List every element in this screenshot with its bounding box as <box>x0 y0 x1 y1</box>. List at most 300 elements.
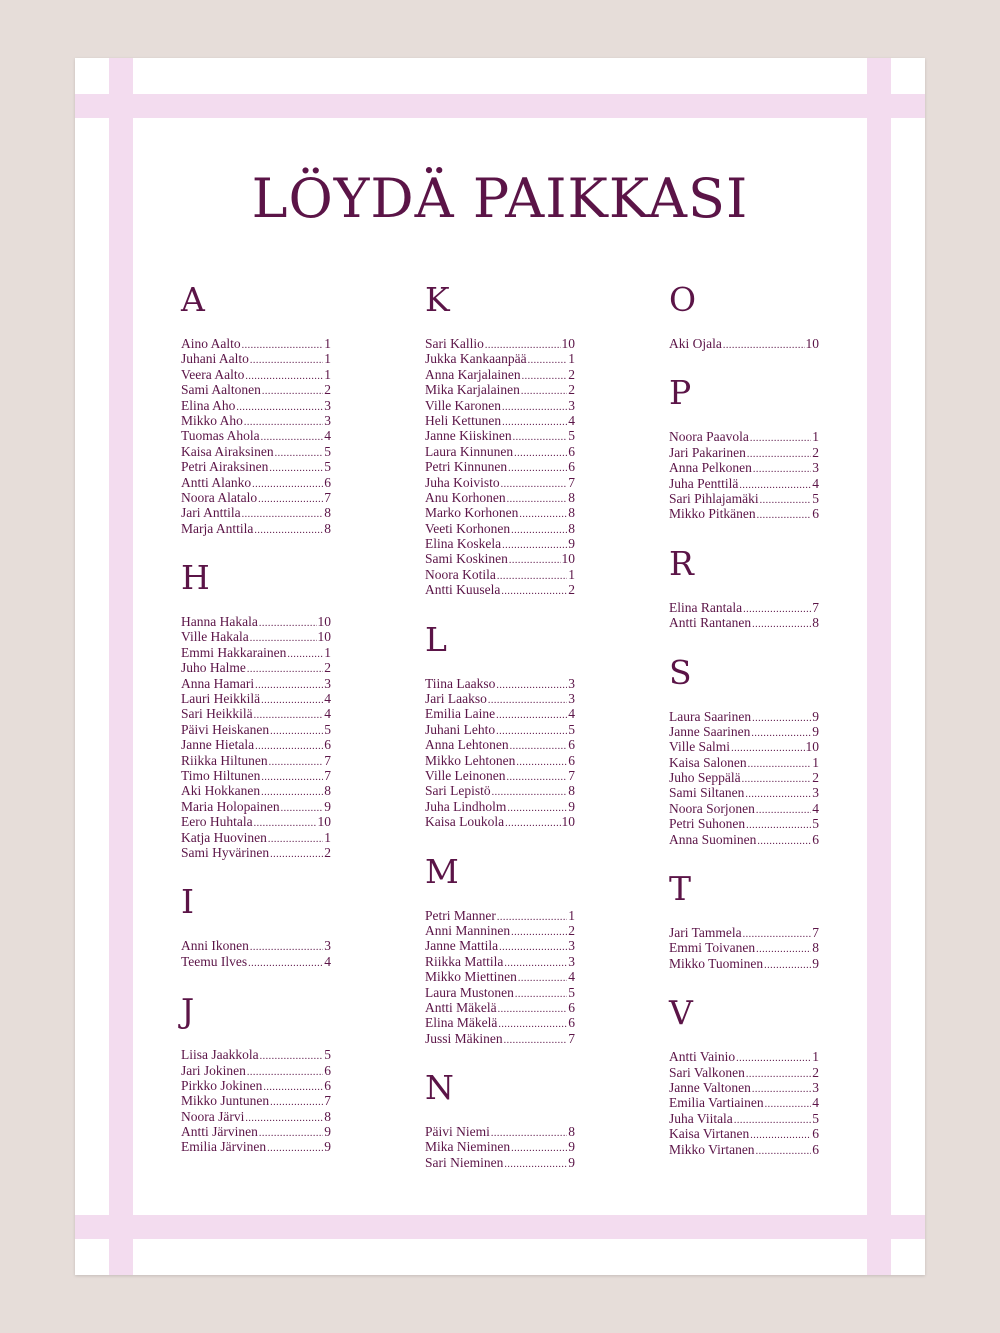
table-number: 6 <box>568 459 575 475</box>
guest-name: Aino Aalto <box>181 336 241 351</box>
table-number: 4 <box>568 412 575 428</box>
guest-name: Jari Jokinen <box>181 1062 246 1078</box>
decorative-band-left <box>109 58 133 1275</box>
guest-name: Juha Koivisto <box>425 474 500 490</box>
dot-leader <box>252 477 323 492</box>
table-number: 8 <box>324 505 331 521</box>
section-letter: R <box>669 543 694 583</box>
guest-name: Anna Suominen <box>669 831 757 847</box>
table-number: 6 <box>812 1141 819 1157</box>
guest-name: Sari Heikkilä <box>181 706 253 722</box>
table-number: 1 <box>324 351 331 367</box>
guest-name: Emmi Toivanen <box>669 940 756 956</box>
table-number: 6 <box>324 474 331 490</box>
guest-entry <box>181 1078 331 1093</box>
dot-leader <box>507 801 567 816</box>
guest-entry <box>669 506 819 521</box>
guest-entry <box>425 938 575 953</box>
guest-name: Elina Mäkelä <box>425 1015 498 1031</box>
guest-entry <box>669 336 819 351</box>
dot-leader <box>250 353 323 368</box>
guest-entry <box>425 505 575 520</box>
guest-name: Hanna Hakala <box>181 614 258 630</box>
guest-name: Petri Manner <box>425 907 496 923</box>
guest-entry <box>669 785 819 800</box>
dot-leader <box>269 461 323 476</box>
guest-entry <box>425 954 575 969</box>
dot-leader <box>259 616 317 631</box>
dot-leader <box>515 987 567 1002</box>
guest-entry <box>181 398 331 413</box>
dot-leader <box>753 462 811 477</box>
dot-leader <box>258 492 323 507</box>
guest-entry <box>425 923 575 938</box>
guest-name: Juho Seppälä <box>669 770 741 786</box>
dot-leader <box>510 739 568 754</box>
guest-name: Anni Manninen <box>425 922 511 938</box>
dot-leader <box>236 400 323 415</box>
guest-entry <box>425 367 575 382</box>
guest-name: Jukka Kankaanpää <box>425 351 527 367</box>
guest-name: Sami Koskinen <box>425 551 508 567</box>
guest-entry <box>181 722 331 737</box>
dot-leader <box>262 384 323 399</box>
dot-leader <box>502 538 567 553</box>
table-number: 2 <box>812 770 819 786</box>
dot-leader <box>528 353 568 368</box>
guest-name: Janne Mattila <box>425 938 499 954</box>
guest-entry <box>425 382 575 397</box>
table-number: 8 <box>812 940 819 956</box>
dot-leader <box>269 755 324 770</box>
dot-leader <box>518 971 567 986</box>
dot-leader <box>757 834 811 849</box>
dot-leader <box>259 1126 323 1141</box>
table-number: 7 <box>568 474 575 490</box>
guest-name: Lauri Heikkilä <box>181 691 261 707</box>
table-number: 2 <box>324 660 331 676</box>
dot-leader <box>765 1097 812 1112</box>
guest-name: Marko Korhonen <box>425 505 519 521</box>
guest-entry <box>425 582 575 597</box>
section-letter: O <box>669 280 697 319</box>
dot-leader <box>764 958 811 973</box>
guest-entry <box>425 551 575 566</box>
guest-entry <box>181 845 331 860</box>
table-number: 7 <box>812 925 819 941</box>
table-number: 2 <box>568 366 575 382</box>
guest-name: Antti Rantanen <box>669 615 752 631</box>
guest-name: Jari Tammela <box>669 925 742 941</box>
dot-leader <box>261 693 323 708</box>
guest-entry <box>181 614 331 629</box>
guest-name: Ville Karonen <box>425 397 502 413</box>
guest-entry <box>425 398 575 413</box>
table-number: 1 <box>568 907 575 923</box>
dot-leader <box>254 523 323 538</box>
table-number: 2 <box>324 382 331 398</box>
dot-leader <box>742 772 812 787</box>
guest-name: Anu Korhonen <box>425 489 506 505</box>
letter-group <box>181 282 331 536</box>
guest-name: Jari Anttila <box>181 505 241 521</box>
guest-name: Veeti Korhonen <box>425 520 511 536</box>
page-title: LÖYDÄ PAIKKASI <box>251 167 749 230</box>
dot-leader <box>743 602 811 617</box>
letter-group <box>669 543 819 631</box>
guest-entry <box>181 753 331 768</box>
guest-entry <box>425 490 575 505</box>
decorative-band-top <box>75 94 925 118</box>
table-number: 9 <box>812 955 819 971</box>
table-number: 2 <box>568 582 575 598</box>
guest-entry <box>669 801 819 816</box>
guest-entry <box>425 969 575 984</box>
guest-entry <box>669 1095 819 1110</box>
guest-entry <box>181 1093 331 1108</box>
guest-entry <box>669 460 819 475</box>
table-number: 3 <box>324 675 331 691</box>
table-number: 5 <box>568 721 575 737</box>
guest-entry <box>425 336 575 351</box>
dot-leader <box>521 384 567 399</box>
letter-group <box>669 995 819 1157</box>
guest-entry <box>669 615 819 630</box>
table-number: 3 <box>324 412 331 428</box>
guest-name: Mikko Lehtonen <box>425 752 516 768</box>
guest-entry <box>669 429 819 444</box>
table-number: 9 <box>324 1124 331 1140</box>
table-number: 3 <box>568 397 575 413</box>
dot-leader <box>757 508 812 523</box>
table-number: 8 <box>568 505 575 521</box>
dot-leader <box>496 678 567 693</box>
dot-leader <box>499 940 567 955</box>
guest-entry <box>181 645 331 660</box>
dot-leader <box>498 1002 568 1017</box>
guest-entry <box>181 737 331 752</box>
dot-leader <box>751 726 811 741</box>
dot-leader <box>513 430 568 445</box>
guest-entry <box>181 351 331 366</box>
table-number: 3 <box>812 785 819 801</box>
table-number: 7 <box>812 599 819 615</box>
guest-name: Elina Aho <box>181 397 236 413</box>
table-number: 4 <box>324 706 331 722</box>
decorative-band-right <box>867 58 891 1275</box>
guest-name: Mikko Pitkänen <box>669 506 756 522</box>
table-number: 5 <box>324 459 331 475</box>
dot-leader <box>287 647 323 662</box>
guest-name: Antti Mäkelä <box>425 999 497 1015</box>
table-number: 8 <box>568 489 575 505</box>
table-number: 7 <box>568 767 575 783</box>
dot-leader <box>496 708 567 723</box>
guest-entry <box>181 1109 331 1124</box>
table-number: 4 <box>568 969 575 985</box>
dot-leader <box>248 956 323 971</box>
guest-entry <box>181 459 331 474</box>
guest-entry <box>425 753 575 768</box>
section-letter: M <box>425 851 459 891</box>
table-number: 10 <box>561 814 575 830</box>
table-number: 4 <box>812 475 819 491</box>
table-number: 5 <box>324 721 331 737</box>
guest-entry <box>669 1111 819 1126</box>
guest-entry <box>669 739 819 754</box>
letter-group <box>669 375 819 521</box>
table-number: 5 <box>324 443 331 459</box>
guest-name: Juho Halme <box>181 660 246 676</box>
guest-name: Sari Nieminen <box>425 1154 504 1170</box>
table-number: 5 <box>568 428 575 444</box>
dot-leader <box>750 1128 811 1143</box>
table-number: 9 <box>568 536 575 552</box>
guest-entry <box>425 783 575 798</box>
guest-entry <box>425 536 575 551</box>
guest-name: Petri Suhonen <box>669 816 746 832</box>
dot-leader <box>504 1033 568 1048</box>
dot-leader <box>756 942 811 957</box>
guest-name: Tiina Laakso <box>425 675 496 691</box>
guest-entry <box>425 428 575 443</box>
guest-name: Sami Siltanen <box>669 785 745 801</box>
guest-name: Emmi Hakkarainen <box>181 644 287 660</box>
guest-name: Jussi Mäkinen <box>425 1030 503 1046</box>
table-number: 1 <box>812 1049 819 1065</box>
guest-entry <box>181 444 331 459</box>
guest-name: Antti Alanko <box>181 474 252 490</box>
guest-entry <box>669 600 819 615</box>
dot-leader <box>745 787 811 802</box>
table-number: 9 <box>568 798 575 814</box>
dot-leader <box>270 1095 323 1110</box>
guest-name: Anna Hamari <box>181 675 255 691</box>
guest-entry <box>669 491 819 506</box>
guest-entry <box>181 413 331 428</box>
dot-leader <box>748 757 812 772</box>
guest-name: Janne Valtonen <box>669 1079 751 1095</box>
table-number: 1 <box>324 644 331 660</box>
dot-leader <box>511 523 567 538</box>
dot-leader <box>756 803 811 818</box>
table-number: 2 <box>568 382 575 398</box>
letter-group <box>425 619 575 830</box>
guest-name: Petri Kinnunen <box>425 459 508 475</box>
guest-name: Mikko Tuominen <box>669 955 764 971</box>
table-number: 1 <box>812 754 819 770</box>
guest-name: Juhani Aalto <box>181 351 249 367</box>
dot-leader <box>509 553 561 568</box>
section-letter: P <box>669 373 692 413</box>
guest-entry <box>181 660 331 675</box>
guest-entry <box>669 755 819 770</box>
dot-leader <box>504 1157 567 1172</box>
section-letter: L <box>425 619 447 659</box>
guest-entry <box>669 1065 819 1080</box>
dot-leader <box>260 1049 324 1064</box>
guest-name: Mika Nieminen <box>425 1139 511 1155</box>
dot-leader <box>501 584 567 599</box>
table-number: 6 <box>812 831 819 847</box>
guest-name: Mika Karjalainen <box>425 382 520 398</box>
table-number: 3 <box>812 1079 819 1095</box>
section-letter: K <box>425 280 450 319</box>
section-letter: A <box>181 280 205 319</box>
table-number: 4 <box>324 953 331 969</box>
guest-entry <box>181 954 331 969</box>
guest-name: Ville Leinonen <box>425 767 506 783</box>
guest-entry <box>425 1000 575 1015</box>
letter-group <box>425 1070 575 1170</box>
section-letter: H <box>181 558 210 598</box>
guest-name: Kaisa Virtanen <box>669 1126 750 1142</box>
table-number: 7 <box>568 1030 575 1046</box>
table-number: 9 <box>324 798 331 814</box>
dot-leader <box>747 447 811 462</box>
guest-name: Jari Laakso <box>425 691 487 707</box>
guest-name: Sari Pihlajamäki <box>669 490 759 506</box>
guest-entry <box>181 938 331 953</box>
table-number: 2 <box>324 844 331 860</box>
decorative-band-bottom <box>75 1215 925 1239</box>
table-number: 9 <box>324 1139 331 1155</box>
section-letter: V <box>669 993 693 1033</box>
dot-leader <box>255 678 323 693</box>
dot-leader <box>723 338 805 353</box>
dot-leader <box>507 770 568 785</box>
guest-name: Riikka Hiltunen <box>181 752 268 768</box>
guest-name: Noora Järvi <box>181 1108 245 1124</box>
section-letter: N <box>425 1068 454 1108</box>
guest-name: Ville Hakala <box>181 629 249 645</box>
guest-name: Katja Huovinen <box>181 829 267 845</box>
table-number: 10 <box>805 336 819 351</box>
table-number: 3 <box>568 691 575 707</box>
guest-name: Laura Saarinen <box>669 708 752 724</box>
table-number: 4 <box>568 706 575 722</box>
table-number: 8 <box>568 783 575 799</box>
guest-entry <box>181 691 331 706</box>
guest-entry <box>181 490 331 505</box>
table-number: 8 <box>568 520 575 536</box>
guest-name: Noora Sorjonen <box>669 800 755 816</box>
guest-name: Sami Hyvärinen <box>181 844 270 860</box>
dot-leader <box>270 724 323 739</box>
table-number: 10 <box>317 614 331 630</box>
guest-name: Tuomas Ahola <box>181 428 260 444</box>
table-number: 6 <box>812 1126 819 1142</box>
guest-entry <box>669 770 819 785</box>
guest-name: Sari Lepistö <box>425 783 491 799</box>
dot-leader <box>242 338 324 353</box>
table-number: 1 <box>568 566 575 582</box>
table-number: 1 <box>324 366 331 382</box>
guest-name: Veera Aalto <box>181 366 245 382</box>
table-number: 6 <box>812 506 819 522</box>
guest-name: Kaisa Salonen <box>669 754 747 770</box>
dot-leader <box>760 493 812 508</box>
guest-entry <box>181 1124 331 1139</box>
guest-name: Sari Valkonen <box>669 1064 745 1080</box>
guest-entry <box>181 629 331 644</box>
guest-entry <box>425 1015 575 1030</box>
guest-entry <box>181 814 331 829</box>
table-number: 6 <box>568 752 575 768</box>
table-number: 6 <box>568 443 575 459</box>
table-number: 8 <box>324 1108 331 1124</box>
table-number: 5 <box>812 816 819 832</box>
guest-entry <box>181 505 331 520</box>
table-number: 4 <box>324 691 331 707</box>
guest-entry <box>425 985 575 1000</box>
guest-entry <box>425 1124 575 1139</box>
table-number: 5 <box>812 490 819 506</box>
guest-entry <box>181 706 331 721</box>
guest-entry <box>425 799 575 814</box>
guest-name: Janne Kiiskinen <box>425 428 512 444</box>
dot-leader <box>488 693 567 708</box>
table-number: 10 <box>317 629 331 645</box>
table-number: 6 <box>568 1015 575 1031</box>
guest-name: Mikko Miettinen <box>425 969 517 985</box>
dot-leader <box>497 569 567 584</box>
guest-name: Janne Hietala <box>181 737 255 753</box>
letter-group <box>669 652 819 848</box>
guest-entry <box>669 476 819 491</box>
guest-name: Anni Ikonen <box>181 938 249 954</box>
guest-entry <box>425 351 575 366</box>
dot-leader <box>516 755 567 770</box>
table-number: 6 <box>324 737 331 753</box>
guest-entry <box>181 382 331 397</box>
table-number: 8 <box>324 783 331 799</box>
guest-entry <box>425 1139 575 1154</box>
guest-name: Anna Lehtonen <box>425 737 509 753</box>
guest-entry <box>181 1047 331 1062</box>
letter-group <box>425 282 575 598</box>
guest-entry <box>181 1139 331 1154</box>
guest-name: Riikka Mattila <box>425 953 504 969</box>
section-letter: J <box>181 991 195 1031</box>
dot-leader <box>746 1067 811 1082</box>
guest-entry <box>425 676 575 691</box>
guest-entry <box>425 706 575 721</box>
dot-leader <box>267 1141 323 1156</box>
guest-entry <box>181 1063 331 1078</box>
guest-entry <box>669 709 819 724</box>
guest-name: Kaisa Loukola <box>425 814 505 830</box>
guest-name: Aki Hokkanen <box>181 783 261 799</box>
table-number: 6 <box>568 999 575 1015</box>
dot-leader <box>511 1141 567 1156</box>
dot-leader <box>261 770 323 785</box>
guest-entry <box>669 832 819 847</box>
guest-entry <box>425 475 575 490</box>
table-number: 3 <box>568 675 575 691</box>
table-number: 3 <box>568 953 575 969</box>
dot-leader <box>752 617 811 632</box>
guest-entry <box>425 1031 575 1046</box>
guest-entry <box>181 799 331 814</box>
dot-leader <box>502 400 567 415</box>
guest-name: Antti Kuusela <box>425 582 501 598</box>
guest-name: Anna Pelkonen <box>669 460 752 476</box>
guest-name: Antti Järvinen <box>181 1124 258 1140</box>
table-number: 4 <box>812 800 819 816</box>
table-number: 1 <box>568 351 575 367</box>
guest-entry <box>425 567 575 582</box>
